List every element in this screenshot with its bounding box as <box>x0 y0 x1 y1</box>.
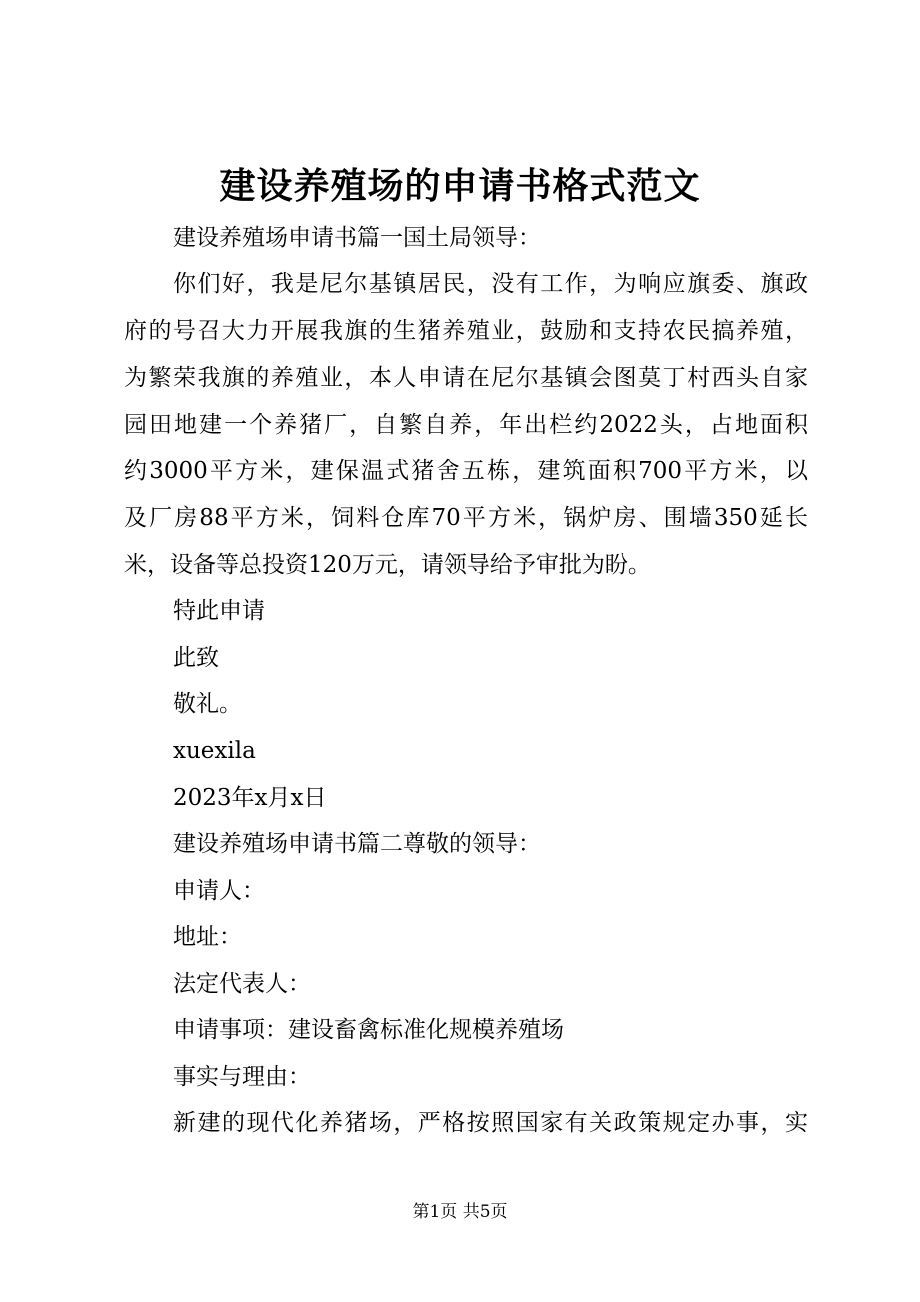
paragraph-line: 你们好，我是尼尔基镇居民，没有工作，为响应旗委、旗政 <box>173 271 808 297</box>
closing-line: 此致 <box>173 645 219 671</box>
paragraph-line: 府的号召大力开展我旗的生猪养殖业，鼓励和支持农民搞养殖， <box>124 318 808 344</box>
paragraph-line: 约3000平方米，建保温式猪舍五栋，建筑面积700平方米，以 <box>124 458 808 484</box>
form-field-line: 申请事项：建设畜禽标准化规模养殖场 <box>173 1017 564 1043</box>
page-indicator: 第1页 共5页 <box>412 1202 508 1222</box>
form-field-line: 法定代表人： <box>173 971 311 997</box>
section-heading: 建设养殖场申请书篇二尊敬的领导： <box>173 831 541 857</box>
form-field-line: 地址： <box>173 924 242 950</box>
page-title: 建设养殖场的申请书格式范文 <box>219 165 701 207</box>
form-field-line: 事实与理由： <box>173 1064 311 1090</box>
closing-line: 特此申请 <box>173 598 265 624</box>
form-field-line: 申请人： <box>173 878 265 904</box>
paragraph-line: 园田地建一个养猪厂，自繁自养，年出栏约2022头，占地面积 <box>124 412 808 438</box>
paragraph-line: 为繁荣我旗的养殖业，本人申请在尼尔基镇会图莫丁村西头自家 <box>124 365 808 391</box>
paragraph-line: 及厂房88平方米，饲料仓库70平方米，锅炉房、围墙350延长 <box>124 505 808 531</box>
paragraph-line: 米，设备等总投资120万元，请领导给予审批为盼。 <box>124 552 651 578</box>
signature-line: xuexila <box>173 738 256 764</box>
closing-line: 敬礼。 <box>173 691 242 717</box>
date-line: 2023年x月x日 <box>173 785 327 811</box>
paragraph-line: 建设养殖场申请书篇一国土局领导： <box>173 225 541 251</box>
paragraph-line: 新建的现代化养猪场，严格按照国家有关政策规定办事，实 <box>173 1110 808 1136</box>
